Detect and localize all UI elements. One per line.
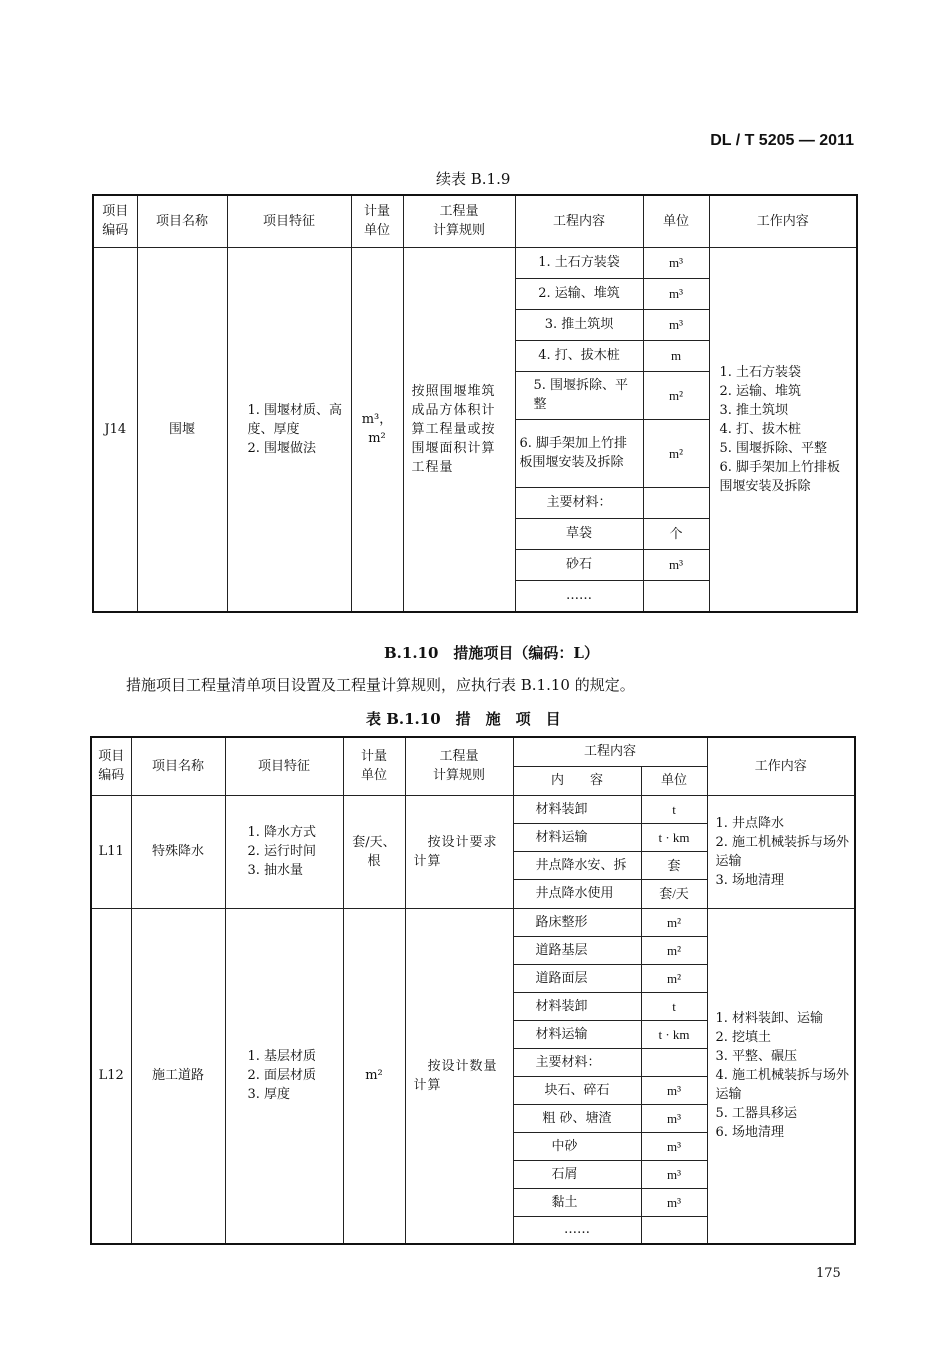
header-rule: 工程量 计算规则	[403, 195, 515, 247]
item-unit: 个	[643, 518, 709, 549]
header-unit-sub: 单位	[641, 766, 707, 795]
row-code: L11	[91, 795, 131, 908]
table-row	[91, 795, 855, 823]
item-unit: m³	[641, 1104, 707, 1132]
table-row	[91, 908, 855, 936]
page-number: 175	[816, 1266, 841, 1281]
item-content: 块石、碎石	[513, 1076, 641, 1104]
item-unit: m³	[643, 549, 709, 580]
item-unit: 套	[641, 851, 707, 879]
row-rule: 按照围堰堆筑成品方体积计算工程量或按围堰面积计算工程量	[403, 247, 515, 612]
item-content: 道路面层	[513, 964, 641, 992]
item-content: 1. 土石方装袋	[515, 247, 643, 278]
item-content: 6. 脚手架加上竹排板围堰安装及拆除	[515, 419, 643, 487]
item-unit: m³	[641, 1076, 707, 1104]
item-unit: m³	[641, 1160, 707, 1188]
header-name: 项目名称	[131, 737, 225, 795]
header-unit: 计量 单位	[351, 195, 403, 247]
item-content: 黏土	[513, 1188, 641, 1216]
item-unit: m³	[643, 309, 709, 340]
item-content: 3. 推土筑坝	[515, 309, 643, 340]
item-content: 4. 打、拔木桩	[515, 340, 643, 371]
item-unit: 套/天	[641, 879, 707, 908]
item-unit: m²	[641, 964, 707, 992]
section-title: B.1.10 措施项目（编码：L）	[384, 644, 599, 662]
item-content: 道路基层	[513, 936, 641, 964]
table-b-1-9-continued	[92, 194, 858, 613]
row-unit: m²	[343, 908, 405, 1244]
item-unit: m³	[641, 1188, 707, 1216]
header-name: 项目名称	[137, 195, 227, 247]
header-content-group: 工程内容	[513, 737, 707, 766]
item-unit	[641, 1216, 707, 1244]
row-name: 特殊降水	[131, 795, 225, 908]
item-content: 井点降水使用	[513, 879, 641, 908]
item-unit: m³	[643, 247, 709, 278]
header-unit: 计量 单位	[343, 737, 405, 795]
item-unit: m²	[641, 908, 707, 936]
item-unit: m²	[641, 936, 707, 964]
table2-header-row	[91, 737, 855, 766]
header-work: 工作内容	[707, 737, 855, 795]
item-content: 主要材料：	[513, 1048, 641, 1076]
item-content: 路床整形	[513, 908, 641, 936]
row-work-content: 1. 材料装卸、运输 2. 挖填土 3. 平整、碾压 4. 施工机械装拆与场外运输 5. 工器具移运 6. 场地清理	[707, 908, 855, 1244]
row-code: L12	[91, 908, 131, 1244]
item-content: ……	[515, 580, 643, 612]
item-unit: m³	[643, 278, 709, 309]
table-b-1-10	[90, 736, 856, 1245]
section-paragraph: 措施项目工程量清单项目设置及工程量计算规则，应执行表 B.1.10 的规定。	[126, 676, 635, 694]
table-row	[93, 247, 857, 278]
item-content: 材料装卸	[513, 992, 641, 1020]
item-content: 石屑	[513, 1160, 641, 1188]
header-rule: 工程量 计算规则	[405, 737, 513, 795]
header-features: 项目特征	[227, 195, 351, 247]
item-content: 中砂	[513, 1132, 641, 1160]
row-unit: 套/天、根	[343, 795, 405, 908]
item-unit: t	[641, 992, 707, 1020]
item-content: 5. 围堰拆除、平整	[515, 371, 643, 419]
row-name: 围堰	[137, 247, 227, 612]
table1-header-row	[93, 195, 857, 247]
row-name: 施工道路	[131, 908, 225, 1244]
row-work-content: 1. 井点降水 2. 施工机械装拆与场外运输 3. 场地清理	[707, 795, 855, 908]
item-content: ……	[513, 1216, 641, 1244]
item-content: 砂石	[515, 549, 643, 580]
header-features: 项目特征	[225, 737, 343, 795]
item-unit: m	[643, 340, 709, 371]
table1-caption: 续表 B.1.9	[436, 170, 511, 188]
header-content: 工程内容	[515, 195, 643, 247]
row-rule: 按设计数量计算	[405, 908, 513, 1244]
item-content: 草袋	[515, 518, 643, 549]
row-code: J14	[93, 247, 137, 612]
item-content: 主要材料：	[515, 487, 643, 518]
header-work: 工作内容	[709, 195, 857, 247]
item-unit	[643, 487, 709, 518]
item-unit: m²	[643, 371, 709, 419]
header-code: 项目 编码	[91, 737, 131, 795]
row-features: 1. 降水方式 2. 运行时间 3. 抽水量	[225, 795, 343, 908]
item-unit: t · km	[641, 1020, 707, 1048]
item-content: 井点降水安、拆	[513, 851, 641, 879]
item-unit: t · km	[641, 823, 707, 851]
item-unit	[641, 1048, 707, 1076]
row-work-content: 1. 土石方装袋 2. 运输、堆筑 3. 推土筑坝 4. 打、拔木桩 5. 围堰拆除、平整 6. 脚手架加上竹排板围堰安装及拆除	[709, 247, 857, 612]
header-item-unit: 单位	[643, 195, 709, 247]
header-content-sub: 内 容	[513, 766, 641, 795]
row-unit: m³，m²	[351, 247, 403, 612]
item-content: 材料装卸	[513, 795, 641, 823]
item-content: 粗 砂、塘渣	[513, 1104, 641, 1132]
document-code: DL / T 5205 — 2011	[710, 132, 854, 149]
row-features: 1. 围堰材质、高度、厚度 2. 围堰做法	[227, 247, 351, 612]
item-unit: m²	[643, 419, 709, 487]
row-rule: 按设计要求计算	[405, 795, 513, 908]
header-code: 项目 编码	[93, 195, 137, 247]
item-content: 材料运输	[513, 823, 641, 851]
item-unit: m³	[641, 1132, 707, 1160]
item-unit	[643, 580, 709, 612]
item-content: 材料运输	[513, 1020, 641, 1048]
row-features: 1. 基层材质 2. 面层材质 3. 厚度	[225, 908, 343, 1244]
item-content: 2. 运输、堆筑	[515, 278, 643, 309]
table2-caption: 表 B.1.10 措 施 项 目	[366, 710, 561, 728]
item-unit: t	[641, 795, 707, 823]
